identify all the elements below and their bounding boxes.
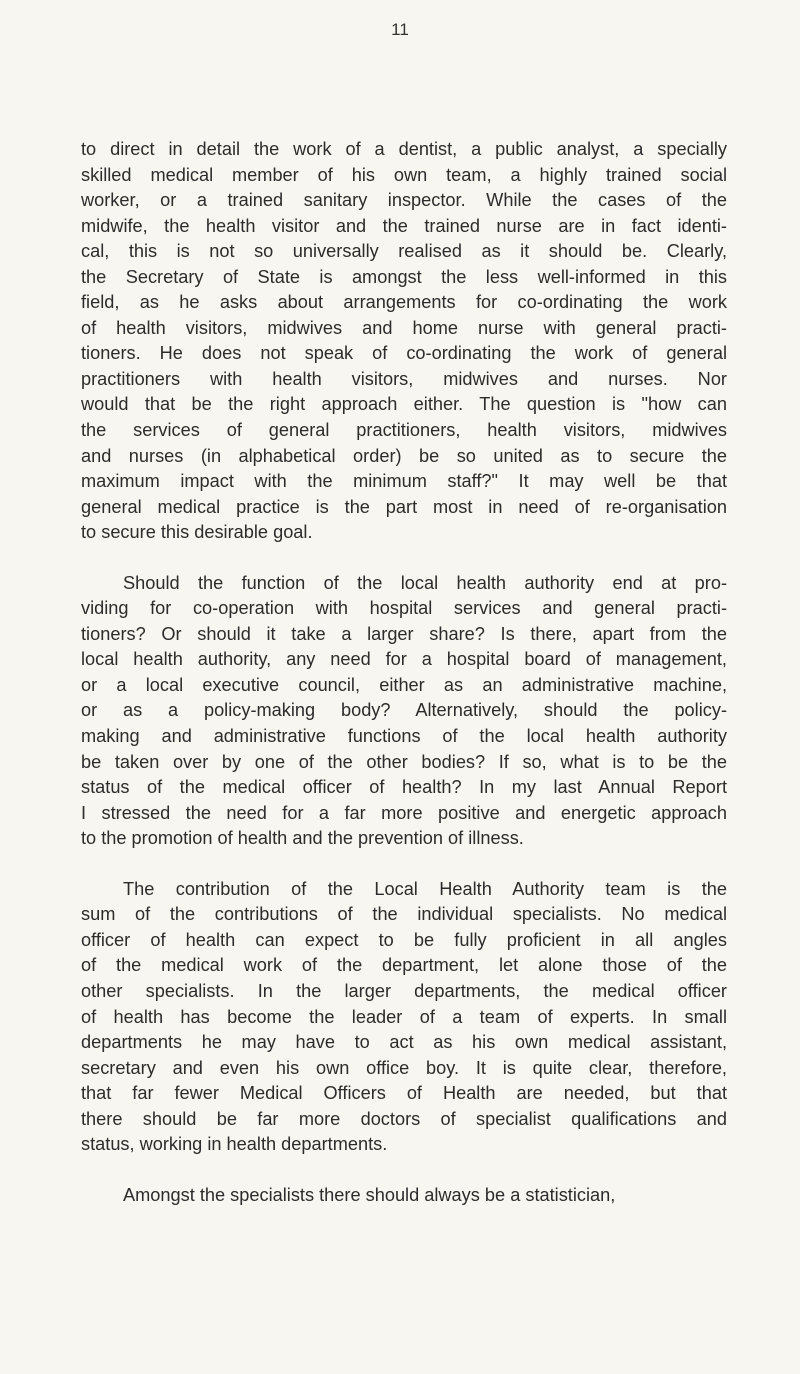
text-line: Amongst the specialists there should always be a statistician, [123,1184,616,1205]
text-line: and nurses (in alphabetical order) be so united as to secure the [81,445,727,466]
text-line: skilled medical member of his own team, a highly trained social [81,164,727,185]
text-line: worker, or a trained sanitary inspector. While the cases of the [81,190,727,211]
text-line: I stressed the need for a far more positive and energetic approach [81,802,727,823]
page-number: 11 [391,20,409,39]
text-line: Should the function of the local health authority end at pro- [123,572,727,593]
text-line: of health visitors, midwives and home nurse with general practi- [81,317,727,338]
text-line: field, as he asks about arrangements for co-ordinating the work [81,292,727,313]
text-line: practitioners with health visitors, midwives and nurses. Nor [81,368,727,389]
text-line: would that be the right approach either. The question is "how can [81,394,727,415]
text-line: the services of general practitioners, health visitors, midwives [81,420,727,441]
body-text [81,137,727,1233]
text-line: The contribution of the Local Health Authority team is the [123,878,727,899]
text-line: other specialists. In the larger departments, the medical officer [81,980,727,1001]
text-line: sum of the contributions of the individual specialists. No medical [81,904,727,925]
text-line: midwife, the health visitor and the trained nurse are in fact identi- [81,215,727,236]
text-line: or a local executive council, either as an administrative machine, [81,674,727,695]
text-line: local health authority, any need for a hospital board of management, [81,649,727,670]
text-line: departments he may have to act as his own medical assistant, [81,1032,727,1053]
text-line: making and administrative functions of the local health authority [81,726,727,747]
text-line: maximum impact with the minimum staff?" It may well be that [81,471,727,492]
text-line: to the promotion of health and the prevention of illness. [81,828,524,849]
paragraph-1 [81,137,727,546]
text-line: cal, this is not so universally realised as it should be. Clearly, [81,241,727,262]
text-line: officer of health can expect to be fully proficient in all angles [81,929,727,950]
text-line: status of the medical officer of health? In my last Annual Report [81,777,727,798]
paragraph-2 [81,571,727,852]
text-line: of health has become the leader of a team of experts. In small [81,1006,727,1027]
text-line: general medical practice is the part most in need of re-organisation [81,496,727,517]
text-line: tioners. He does not speak of co-ordinating the work of general [81,343,727,364]
text-line: secretary and even his own office boy. It is quite clear, therefore, [81,1057,727,1078]
paragraph-3 [81,877,727,1158]
text-line: be taken over by one of the other bodies? If so, what is to be the [81,751,727,772]
text-line: to direct in detail the work of a dentist, a public analyst, a specially [81,139,727,159]
text-line: or as a policy-making body? Alternatively, should the policy- [81,700,727,721]
text-line: that far fewer Medical Officers of Health are needed, but that [81,1083,727,1104]
text-line: to secure this desirable goal. [81,522,313,543]
text-line: status, working in health departments. [81,1134,388,1155]
text-line: of the medical work of the department, let alone those of the [81,955,727,976]
text-line: tioners? Or should it take a larger share? Is there, apart from the [81,623,727,644]
text-line: there should be far more doctors of specialist qualifications and [81,1108,727,1129]
text-line: the Secretary of State is amongst the less well-informed in this [81,266,727,287]
text-line: viding for co-operation with hospital services and general practi- [81,598,727,619]
paragraph-4 [81,1183,727,1209]
